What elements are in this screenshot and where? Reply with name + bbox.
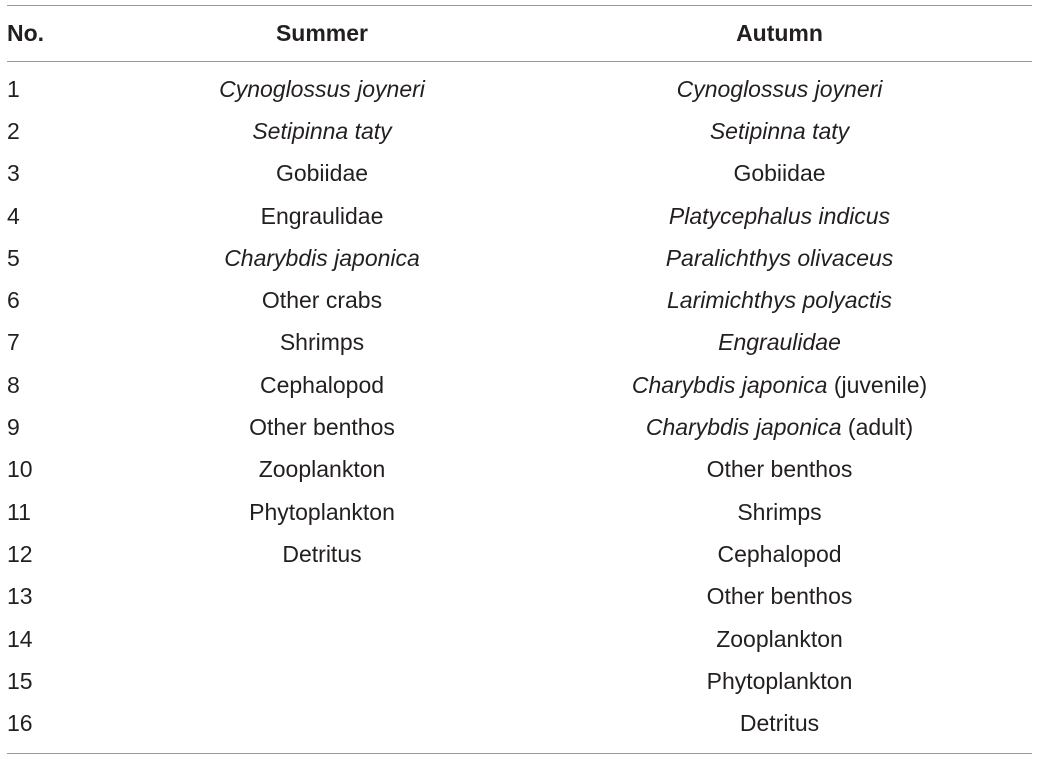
table-row xyxy=(7,491,1032,533)
table-row xyxy=(7,68,1032,110)
row-number: 11 xyxy=(7,498,31,525)
header-autumn: Autumn xyxy=(736,20,823,46)
bottom-rule xyxy=(7,753,1032,754)
table-row xyxy=(7,702,1032,744)
autumn-species: Paralichthys olivaceus xyxy=(665,244,894,271)
summer-species: Other benthos xyxy=(249,414,395,441)
row-number: 5 xyxy=(7,244,20,271)
row-number: 10 xyxy=(7,456,33,483)
summer-species: Cynoglossus joyneri xyxy=(219,75,425,102)
autumn-cell xyxy=(527,160,1032,187)
summer-cell xyxy=(7,76,527,103)
table-row xyxy=(7,110,1032,152)
summer-cell xyxy=(7,287,527,314)
summer-cell xyxy=(7,118,527,145)
row-number: 6 xyxy=(7,287,20,314)
row-number: 4 xyxy=(7,202,20,229)
table-row xyxy=(7,237,1032,279)
autumn-cell xyxy=(527,76,1032,103)
autumn-cell xyxy=(527,456,1032,483)
autumn-species: Other benthos xyxy=(706,456,853,483)
autumn-species: Cephalopod xyxy=(717,540,842,567)
summer-cell xyxy=(7,329,527,356)
table-row xyxy=(7,322,1032,364)
row-number: 15 xyxy=(7,667,33,694)
table-body xyxy=(7,62,1032,745)
row-number: 9 xyxy=(7,414,20,441)
row-number: 16 xyxy=(7,710,33,737)
autumn-cell xyxy=(527,203,1032,230)
autumn-species: Larimichthys polyactis xyxy=(667,287,892,314)
table-row xyxy=(7,618,1032,660)
autumn-cell xyxy=(527,245,1032,272)
autumn-species: Platycephalus indicus xyxy=(668,202,891,229)
table-row xyxy=(7,660,1032,702)
autumn-species: Cynoglossus joyneri xyxy=(676,75,883,102)
summer-cell xyxy=(7,203,527,230)
summer-cell xyxy=(7,160,527,187)
header-no: No. xyxy=(7,20,45,46)
autumn-species: Gobiidae xyxy=(733,160,826,187)
table-row xyxy=(7,364,1032,406)
autumn-species: Detritus xyxy=(739,710,820,737)
autumn-cell xyxy=(527,287,1032,314)
autumn-species: Setipinna taty xyxy=(709,117,850,144)
autumn-species: Phytoplankton xyxy=(706,667,853,694)
row-number: 13 xyxy=(7,583,33,610)
autumn-species: Shrimps xyxy=(737,498,822,525)
table-row xyxy=(7,449,1032,491)
row-number: 1 xyxy=(7,75,20,102)
summer-species: Setipinna taty xyxy=(252,117,392,144)
autumn-stage: (adult) xyxy=(841,414,914,441)
table-header xyxy=(7,6,1032,61)
summer-cell xyxy=(7,456,527,483)
autumn-cell xyxy=(527,710,1032,737)
header-summer: Summer xyxy=(275,20,369,46)
row-number: 14 xyxy=(7,625,33,652)
autumn-species: Engraulidae xyxy=(718,329,841,356)
row-number: 8 xyxy=(7,371,20,398)
summer-species: Charybdis japonica xyxy=(224,244,420,271)
row-number: 3 xyxy=(7,160,20,187)
table-row xyxy=(7,279,1032,321)
summer-species: Zooplankton xyxy=(258,456,386,483)
summer-cell xyxy=(7,499,527,526)
autumn-cell xyxy=(527,626,1032,653)
species-table xyxy=(7,5,1032,754)
row-number: 2 xyxy=(7,117,20,144)
autumn-species: Charybdis japonica xyxy=(645,414,842,441)
autumn-stage: (juvenile) xyxy=(827,371,928,398)
autumn-cell xyxy=(527,118,1032,145)
summer-cell xyxy=(7,414,527,441)
summer-species: Phytoplankton xyxy=(249,498,395,525)
summer-cell xyxy=(7,372,527,399)
autumn-cell xyxy=(527,372,1032,399)
summer-species: Other crabs xyxy=(261,287,383,314)
summer-cell xyxy=(7,541,527,568)
table-row xyxy=(7,576,1032,618)
autumn-cell xyxy=(527,583,1032,610)
autumn-species: Other benthos xyxy=(706,583,853,610)
table-row xyxy=(7,195,1032,237)
autumn-cell xyxy=(527,499,1032,526)
autumn-species: Zooplankton xyxy=(716,625,843,652)
summer-species: Gobiidae xyxy=(275,160,369,187)
autumn-cell xyxy=(527,414,1032,441)
table-row xyxy=(7,533,1032,575)
summer-species: Shrimps xyxy=(279,329,365,356)
summer-cell xyxy=(7,245,527,272)
row-number: 7 xyxy=(7,329,20,356)
summer-species: Detritus xyxy=(282,540,362,567)
autumn-species: Charybdis japonica xyxy=(631,371,828,398)
autumn-cell xyxy=(527,541,1032,568)
row-number: 12 xyxy=(7,540,33,567)
summer-species: Engraulidae xyxy=(260,202,384,229)
summer-species: Cephalopod xyxy=(259,371,385,398)
autumn-cell xyxy=(527,329,1032,356)
table-row xyxy=(7,153,1032,195)
table-row xyxy=(7,406,1032,448)
autumn-cell xyxy=(527,668,1032,695)
